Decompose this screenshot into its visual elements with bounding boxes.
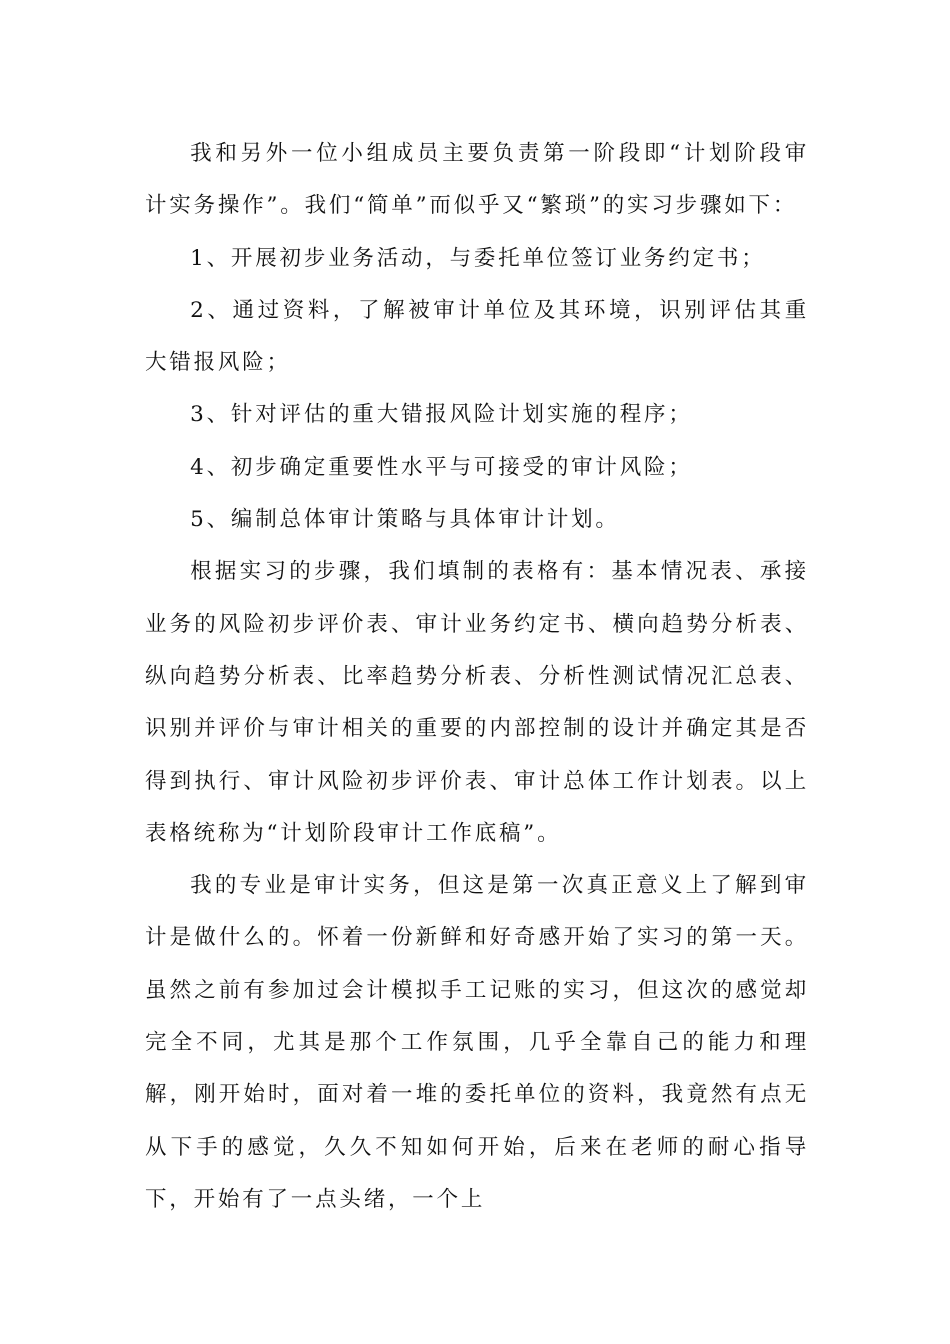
paragraph-forms: 根据实习的步骤，我们填制的表格有：基本情况表、承接业务的风险初步评价表、审计业务约定书、横向趋势分析表、纵向趋势分析表、比率趋势分析表、分析性测试情况汇总表、识别并评价与审计相关的重要的内部控制的设计并确定其是否得到执行、审计风险初步评价表、审计总体工作计划表。以上表格统称为“计划阶段审计工作底稿”。 [145, 559, 809, 846]
paragraph-reflection: 我的专业是审计实务，但这是第一次真正意义上了解到审计是做什么的。怀着一份新鲜和好奇感开始了实习的第一天。虽然之前有参加过会计模拟手工记账的实习，但这次的感觉却完全不同，尤其是那个工作氛围，几乎全靠自己的能力和理解，刚开始时，面对着一堆的委托单位的资料，我竟然有点无从下手的感觉，久久不知如何开始，后来在老师的耐心指导下，开始有了一点头绪，一个上 [145, 873, 809, 1212]
document-body [145, 128, 809, 1226]
paragraph-step-4: 4、初步确定重要性水平与可接受的审计风险； [190, 454, 693, 480]
paragraph-step-2: 2、通过资料，了解被审计单位及其环境，识别评估其重大错报风险； [145, 297, 809, 376]
paragraph-step-5: 5、编制总体审计策略与具体审计计划。 [190, 507, 620, 533]
paragraph-intro: 我和另外一位小组成员主要负责第一阶段即“计划阶段审计实务操作”。我们“简单”而似乎又“繁琐”的实习步骤如下： [145, 141, 809, 219]
paragraph-step-1: 1、开展初步业务活动，与委托单位签订业务约定书； [190, 245, 766, 271]
paragraph-step-3: 3、针对评估的重大错报风险计划实施的程序； [190, 402, 693, 428]
